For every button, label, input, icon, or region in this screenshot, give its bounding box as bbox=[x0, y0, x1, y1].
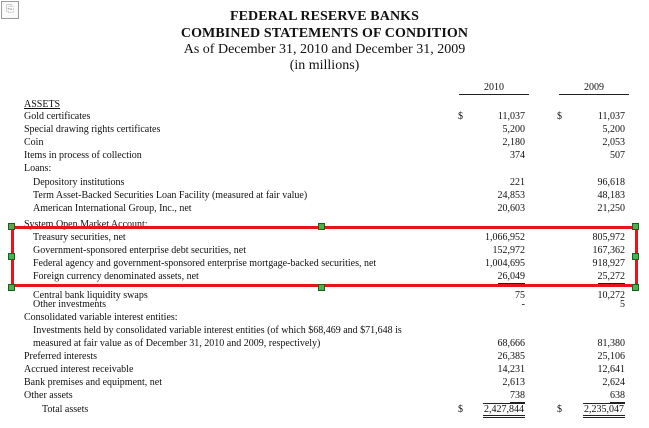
value-2010: 24,853 bbox=[497, 190, 525, 201]
value-2009: 2,053 bbox=[602, 137, 625, 148]
value-2010: 75 bbox=[515, 290, 525, 301]
value-2010: 26,049 bbox=[497, 271, 525, 282]
table-row bbox=[0, 324, 649, 337]
resize-handle-top-middle[interactable] bbox=[318, 223, 325, 230]
value-2009: 10,272 bbox=[597, 290, 625, 301]
value-2009: 81,380 bbox=[597, 338, 625, 349]
row-label: Term Asset-Backed Securities Loan Facility (measured at fair value) bbox=[33, 190, 308, 201]
row-label: Government-sponsored enterprise debt securities, net bbox=[33, 245, 246, 256]
title-line-2: COMBINED STATEMENTS OF CONDITION bbox=[180, 26, 469, 41]
row-label: Gold certificates bbox=[24, 111, 91, 122]
row-label: Depository institutions bbox=[33, 177, 125, 188]
table-row bbox=[0, 298, 649, 311]
value-2009: 5 bbox=[620, 299, 625, 310]
value-2009: 25,272 bbox=[597, 271, 625, 282]
row-label: Preferred interests bbox=[24, 351, 98, 362]
value-2010: 1,004,695 bbox=[485, 258, 525, 269]
value-2009: 5,200 bbox=[602, 124, 625, 135]
value-2009: 2,624 bbox=[602, 377, 625, 388]
value-2009: 21,250 bbox=[597, 203, 625, 214]
resize-handle-middle-left[interactable] bbox=[8, 253, 15, 260]
value-2010: 374 bbox=[510, 150, 525, 161]
value-2010: 14,231 bbox=[497, 364, 525, 375]
image-placeholder-icon: ⎘ bbox=[1, 1, 19, 19]
value-2010: 738 bbox=[510, 390, 525, 401]
value-2009: 11,037 bbox=[597, 111, 625, 122]
table-row bbox=[0, 311, 649, 324]
table-row bbox=[0, 123, 649, 136]
value-2010: 2,613 bbox=[502, 377, 525, 388]
resize-handle-bottom-right[interactable] bbox=[632, 284, 639, 291]
row-label: Foreign currency denominated assets, net bbox=[33, 271, 199, 282]
table-row bbox=[0, 270, 649, 283]
table-row bbox=[0, 363, 649, 376]
table-row bbox=[0, 149, 649, 162]
row-label: Coin bbox=[24, 137, 44, 148]
value-2010: 1,066,952 bbox=[485, 232, 525, 243]
value-2010: 68,666 bbox=[497, 338, 525, 349]
row-label: Investments held by consolidated variable interest entities (of which $68,469 and $71,648 is bbox=[33, 325, 402, 336]
column-header-2010: 2010 bbox=[459, 82, 529, 95]
table-row-total bbox=[0, 403, 649, 416]
value-2010: 152,972 bbox=[492, 245, 525, 256]
row-label: American International Group, Inc., net bbox=[33, 203, 192, 214]
subtitle: As of December 31, 2010 and December 31, 2009 bbox=[183, 42, 466, 57]
value-2009: 167,362 bbox=[592, 245, 625, 256]
value-2009: 507 bbox=[610, 150, 625, 161]
row-label: Treasury securities, net bbox=[33, 232, 126, 243]
value-2010: 2,427,844 bbox=[483, 403, 525, 418]
value-2010: 20,603 bbox=[497, 203, 525, 214]
row-label: Accrued interest receivable bbox=[24, 364, 134, 375]
resize-handle-bottom-left[interactable] bbox=[8, 284, 15, 291]
table-row bbox=[0, 257, 649, 270]
value-2009: 25,106 bbox=[597, 351, 625, 362]
table-row bbox=[0, 337, 649, 350]
assets-heading: ASSETS bbox=[24, 99, 61, 110]
table-row bbox=[0, 162, 649, 175]
resize-handle-bottom-middle[interactable] bbox=[318, 284, 325, 291]
table-row bbox=[0, 244, 649, 257]
row-label: Bank premises and equipment, net bbox=[24, 377, 163, 388]
row-label: Total assets bbox=[42, 404, 89, 415]
resize-handle-top-left[interactable] bbox=[8, 223, 15, 230]
row-label: Loans: bbox=[24, 163, 52, 174]
table-row bbox=[0, 231, 649, 244]
value-2009: 12,641 bbox=[597, 364, 625, 375]
row-label: Federal agency and government-sponsored enterprise mortgage-backed securities, net bbox=[33, 258, 377, 269]
table-row bbox=[0, 389, 649, 402]
table-row bbox=[0, 376, 649, 389]
value-2009: 48,183 bbox=[597, 190, 625, 201]
value-2009: 2,235,047 bbox=[583, 403, 625, 418]
row-label: Other investments bbox=[33, 299, 107, 310]
value-2010: 221 bbox=[510, 177, 525, 188]
value-2010: 11,037 bbox=[497, 111, 525, 122]
resize-handle-middle-right[interactable] bbox=[632, 253, 639, 260]
value-2010: 2,180 bbox=[502, 137, 525, 148]
row-label: Special drawing rights certificates bbox=[24, 124, 161, 135]
currency-symbol: $ bbox=[557, 404, 562, 415]
statement-header bbox=[0, 8, 649, 74]
row-label: measured at fair value as of December 31, 2010 and 2009, respectively) bbox=[33, 338, 321, 349]
table-row bbox=[0, 350, 649, 363]
title-line-1: FEDERAL RESERVE BANKS bbox=[229, 9, 420, 24]
value-2010: - bbox=[521, 299, 525, 310]
units-note: (in millions) bbox=[289, 58, 360, 73]
row-label: Central bank liquidity swaps bbox=[33, 290, 148, 301]
row-label: Items in process of collection bbox=[24, 150, 142, 161]
value-2009: 918,927 bbox=[592, 258, 625, 269]
value-2009: 638 bbox=[610, 390, 625, 401]
value-2009: 96,618 bbox=[597, 177, 625, 188]
table-row bbox=[0, 189, 649, 202]
currency-symbol: $ bbox=[458, 111, 463, 122]
currency-symbol: $ bbox=[557, 111, 562, 122]
table-row bbox=[0, 136, 649, 149]
currency-symbol: $ bbox=[458, 404, 463, 415]
value-2010: 26,385 bbox=[497, 351, 525, 362]
row-label: Consolidated variable interest entities: bbox=[24, 312, 178, 323]
value-2010: 5,200 bbox=[502, 124, 525, 135]
table-row bbox=[0, 202, 649, 215]
row-label: Other assets bbox=[24, 390, 73, 401]
column-header-2009: 2009 bbox=[559, 82, 629, 95]
value-2009: 805,972 bbox=[592, 232, 625, 243]
row-label: System Open Market Account: bbox=[24, 219, 148, 230]
resize-handle-top-right[interactable] bbox=[632, 223, 639, 230]
table-row bbox=[0, 110, 649, 123]
table-row bbox=[0, 176, 649, 189]
